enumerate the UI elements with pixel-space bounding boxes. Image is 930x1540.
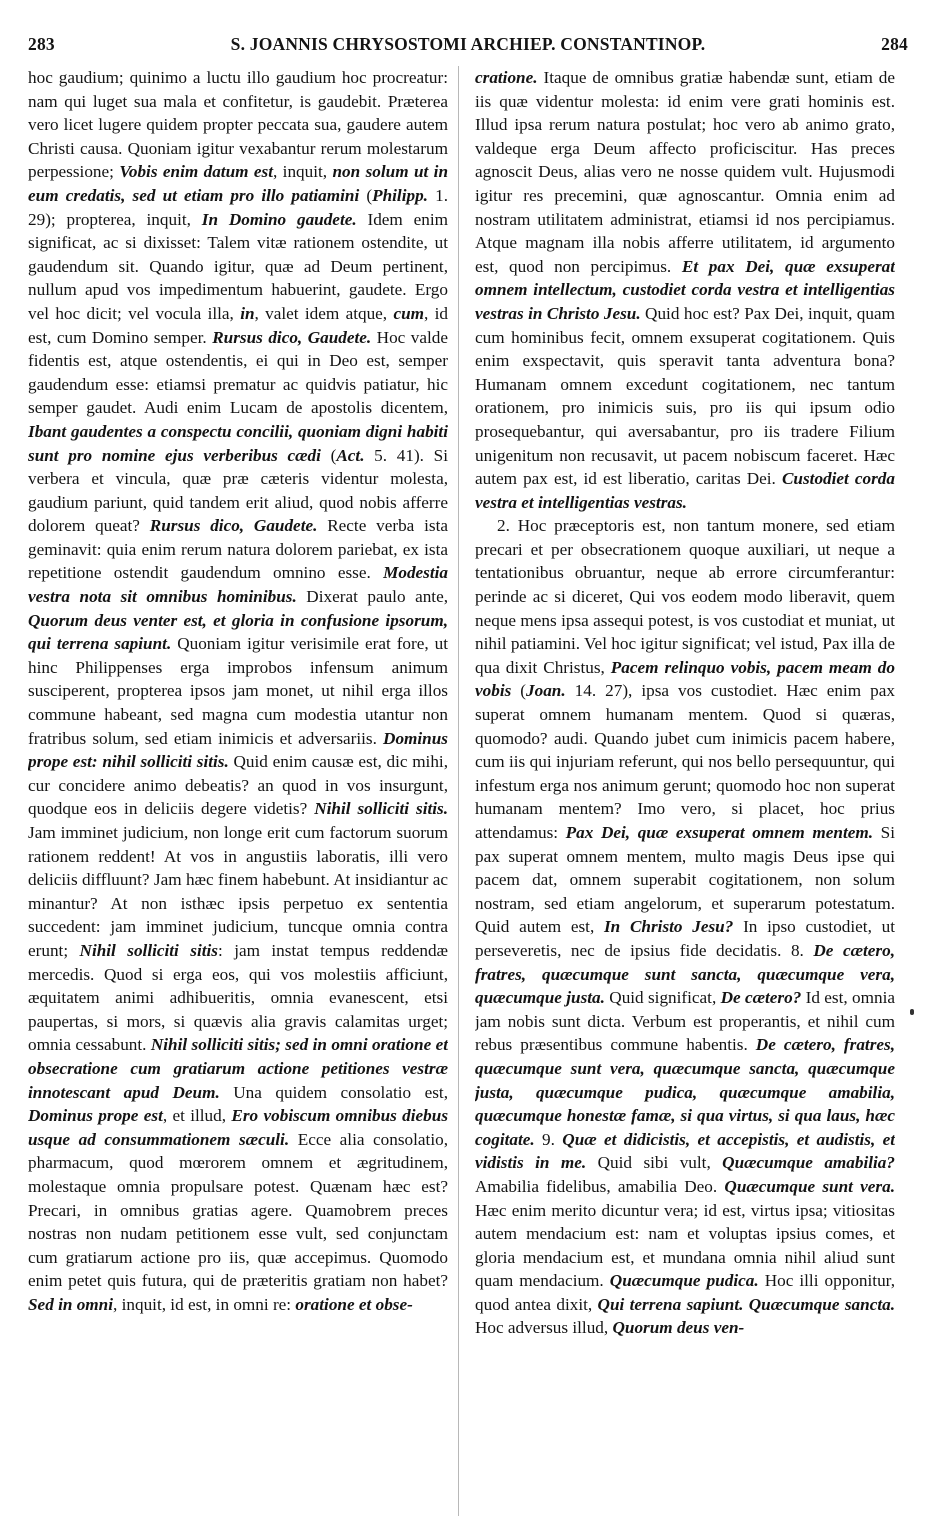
italic-text-run: oratione et obse- <box>295 1294 413 1314</box>
text-run: Quid enim causæ est, dic mihi, cur concidere animo debeatis? an quod in vos insurgunt, quodque eos in deliciis degere videtis? <box>28 752 448 819</box>
italic-text-run: Act. <box>336 445 365 465</box>
column-divider <box>458 66 459 1516</box>
page-number-left: 283 <box>28 34 55 54</box>
text-run: 2. Hoc præceptoris est, non tantum monere, sed etiam precari et per obsecrationem quoque auxiliari, ut neque a tentationibus obruantur, neque ab errore circumferantur: perinde ac si diceret, Qui vos eodem modo liberavit, quem neque mens ipsa assequi potest, is vos custodiat et muniat, ut nihil patiamini. Vel hoc igitur significat; vel istud, Pax illa de qua dixit Christus, <box>475 516 895 677</box>
italic-text-run: Quæcumque sunt vera. <box>724 1176 895 1196</box>
italic-text-run: De cætero, fratres, quæcumque sunt sancta, quæcumque vera, quæcumque justa. <box>475 940 895 1008</box>
text-run: hoc gaudium; quinimo a luctu illo gaudium hoc procreatur: nam qui luget sua mala et confitetur, is gaudebit. Præterea vero licet lugere quidem propter peccata sua, gaudere autem Christi causa. Quoniam igitur vexabantur rerum molestarum perpessione; <box>28 68 448 182</box>
text-run: Quid sibi vult, <box>586 1153 723 1173</box>
text-run: In ipso custodiet, ut perseveretis, nec de ipsius fide decidatis. 8. <box>475 917 895 960</box>
text-run: Si pax superat omnem mentem, multo magis Deus ipse qui pacem dat, omnem superabit cogitationem, non solum nostram, sed etiam angelorum, et superarum potestatum. Quid autem est, <box>475 823 895 937</box>
text-run: 5. 41). Si verbera et vincula, quæ præ cæteris videntur molesta, gaudium pariunt, quid tandem erit aliud, quod nobis afferre dolorem queat? <box>28 445 448 536</box>
italic-text-run: Dominus prope est <box>28 1106 163 1126</box>
text-run: Amabilia fidelibus, amabilia Deo. <box>475 1176 725 1196</box>
text-run: Hæc enim merito dicuntur vera; id est, virtus ipsa; vitiositas autem mendacium est: nam et voluptas ipsius comes, et gloria mendacium est, et mundana omnia nihil aliud sunt quam mendacium. <box>475 1200 895 1291</box>
italic-text-run: Quorum deus ven- <box>612 1318 745 1338</box>
italic-text-run: Modestia vestra nota sit omnibus hominibus. <box>28 563 448 607</box>
text-run: Quid hoc est? Pax Dei, inquit, quam cum hominibus fecit, omnem exsuperat cogitationem. Quis enim exspectavit, quis speravit tanta adventura bona? Humanam omnem excedunt cogitationem, nec tantum orationem, pro inimicis suis, pro iis qui ipsum odio prosequebantur, qui aversabantur, pro iis tradere Filium unigenitum non recusavit, ut pacem nobiscum faceret. Hæc autem pax est, id est liberatio, caritas Dei. <box>475 303 895 489</box>
text-run: Dixerat paulo ante, <box>296 587 448 607</box>
italic-text-run: Vobis enim datum est <box>119 162 273 182</box>
italic-text-run: De cætero? <box>720 988 802 1008</box>
italic-text-run: Quorum deus venter est, et gloria in confusione ipsorum, qui terrena sapiunt. <box>28 610 448 654</box>
text-run: Id est, omnia jam nobis sunt dicta. Verbum est properantis, et nihil cum rebus præsentibus commune habentis. <box>475 988 895 1055</box>
right-column <box>475 66 895 1526</box>
italic-text-run: Philipp. <box>372 185 428 205</box>
italic-text-run: Dominus prope est: nihil solliciti sitis. <box>28 728 448 772</box>
italic-text-run: De cætero, fratres, quæcumque sunt vera, quæcumque sancta, quæcumque justa, quæcumque pudica, quæcumque amabilia, quæcumque honestæ famæ, si qua virtus, si qua laus, hæc cogitate. <box>475 1035 895 1149</box>
italic-text-run: non solum ut in eum credatis, sed ut etiam pro illo patiamini <box>28 162 448 205</box>
left-column <box>28 66 448 1526</box>
italic-text-run: Quæcumque pudica. <box>609 1271 759 1291</box>
text-run: Itaque de omnibus gratiæ habendæ sunt, etiam de iis quæ videntur molesta: id enim vere grati hominis est. Illud ipsa rerum natura postulat; hoc vero ab animo grato, valdeque erga Deum affecto proficiscitur. Has preces agnoscit Deus, alias vero ne nosse quidem vult. Hujusmodi igitur res precemini, quæ agnoscantur. Omnia enim ad nostram utilitatem administrat, etiamsi id nos percipiamus. Atque magnam illa nobis afferre utilitatem, id argumento est, quod non percipimus. <box>475 68 895 276</box>
italic-text-run: Quæ et didicistis, et accepistis, et audistis, et vidistis in me. <box>475 1129 895 1173</box>
italic-text-run: Rursus dico, Gaudete. <box>212 327 372 347</box>
text-run: Quoniam igitur verisimile erat fore, ut hinc Philippenses erga improbos infensum animum susciperent, propterea ipsos jam monet, ut nihil erga illos commune habeant, sed magna cum modestia utantur non fratribus solum, sed etiam inimicis et adversariis. <box>28 634 448 748</box>
paragraph <box>475 514 895 1340</box>
italic-text-run: Sed in omni <box>28 1294 114 1314</box>
italic-text-run: Joan. <box>526 681 566 701</box>
text-run: Hoc adversus illud, <box>475 1318 613 1338</box>
text-run: , inquit, <box>273 162 333 182</box>
text-run: Jam imminet judicium, non longe erit cum factorum suorum rationem reddent! At vos in angustiis laboratis, illi vero deliciis diffluunt? Jam hæc finem habebunt. At insidiantur ac minantur? At non isthæc ipsis perpetuo ex sententia succedent: jam imminet judicium, tuncque omnia contra erunt; <box>28 823 448 960</box>
text-run: ( <box>359 185 373 205</box>
text-run: , id est, cum Domino semper. <box>28 303 448 347</box>
running-header <box>28 34 908 60</box>
paragraph <box>28 66 448 1316</box>
italic-text-run: Pacem relinquo vobis, pacem meam do vobis <box>475 657 895 701</box>
page-number-right: 284 <box>881 34 908 54</box>
italic-text-run: Nihil solliciti sitis <box>79 940 218 960</box>
italic-text-run: Pax Dei, quæ exsuperat omnem mentem. <box>565 823 874 842</box>
text-run: 1. 29); propterea, inquit, <box>28 185 448 229</box>
text-run: , inquit, id est, in omni re: <box>113 1294 296 1314</box>
italic-text-run: Quæcumque amabilia? <box>722 1153 895 1173</box>
text-run: ( <box>511 681 527 701</box>
running-title: S. JOANNIS CHRYSOSTOMI ARCHIEP. CONSTANTINOP. <box>230 34 706 54</box>
italic-text-run: Ero vobiscum omnibus diebus usque ad consummationem sæculi. <box>28 1106 448 1149</box>
text-run: , et illud, <box>162 1106 232 1126</box>
margin-mark <box>910 1009 914 1015</box>
italic-text-run: Nihil solliciti sitis. <box>314 799 448 819</box>
italic-text-run: Rursus dico, Gaudete. <box>149 516 318 536</box>
text-run: : jam instat tempus reddendæ mercedis. Quod si erga eos, qui vos molestiis afficiunt, æquitatem animi adhibueritis, omnia evanescent, etsi paupertas, si mors, si quævis alia gravis calamitas urget; omnia cessabunt. <box>28 940 448 1055</box>
italic-text-run: cum <box>393 303 424 323</box>
italic-text-run: Qui terrena sapiunt. Quæcumque sancta. <box>597 1294 895 1314</box>
paragraph <box>475 66 895 514</box>
text-run: Ecce alia consolatio, pharmacum, quod mœrorem omnem et ægritudinem, molestaque omnia propulsare potest. Quænam hæc est? Precari, in omnibus gratias agere. Quamobrem preces nostras non nudam petitionem esse vult, sed conjunctam cum gratiarum actione pro iis, quæ accepimus. Quomodo enim petet quis futura, qui de præteritis gratiam non habet? <box>28 1129 448 1291</box>
italic-text-run: Custodiet corda vestra et intelligentias vestras. <box>475 469 895 512</box>
text-run: Hoc valde fidentis est, atque ostendentis, ei qui in Deo est, semper gaudendum esse: etiamsi prematur ac quidvis patiatur, hic semper gaudet. Audi enim Lucam de apostolis dicentem, <box>28 327 448 418</box>
italic-text-run: In Christo Jesu? <box>603 917 734 937</box>
italic-text-run: in <box>240 303 255 323</box>
text-run: 9. <box>534 1129 563 1149</box>
italic-text-run: Et pax Dei, quæ exsuperat omnem intellectum, custodiet corda vestra et intelligentias vestras in Christo Jesu. <box>475 256 895 323</box>
italic-text-run: In Domino gaudete. <box>201 209 357 229</box>
text-run: , valet idem atque, <box>254 303 394 323</box>
italic-text-run: cratione. <box>475 68 538 87</box>
text-run: Recte verba ista geminavit: quia enim rerum natura dolorem pariebat, ex ista repetitione ostendit gaudendum omnino esse. <box>28 516 448 583</box>
text-run: Idem enim significat, ac si dixisset: Talem vitæ rationem ostendite, ut gaudendum sit. Quando igitur, quæ ad Deum pertinent, nullum apud vos impedimentum habuerint, gaudete. Ergo vel hoc dicit; vel vocula illa, <box>28 209 448 323</box>
text-run: Quid significat, <box>604 988 721 1008</box>
italic-text-run: Nihil solliciti sitis; sed in omni oratione et obsecratione cum gratiarum actione petitiones vestræ innotescant apud Deum. <box>28 1035 448 1102</box>
text-run: ( <box>320 445 337 465</box>
text-run: Hoc illi opponitur, quod antea dixit, <box>475 1271 895 1314</box>
text-run: 14. 27), ipsa vos custodiet. Hæc enim pax superat omnem humanam mentem. Quod si quæras, quomodo? audi. Quando jubet cum inimicis pacem habere, cum iis qui injuriam referunt, qui nos bello persequuntur, qui infestum erga nos animum gerunt; quomodo hoc non superat humanam mentem? Imo vero, si placet, hoc prius attendamus: <box>475 681 895 842</box>
italic-text-run: Ibant gaudentes a conspectu concilii, quoniam digni habiti sunt pro nomine ejus verberibus cædi <box>28 421 448 465</box>
text-run: Una quidem consolatio est, <box>219 1082 448 1102</box>
